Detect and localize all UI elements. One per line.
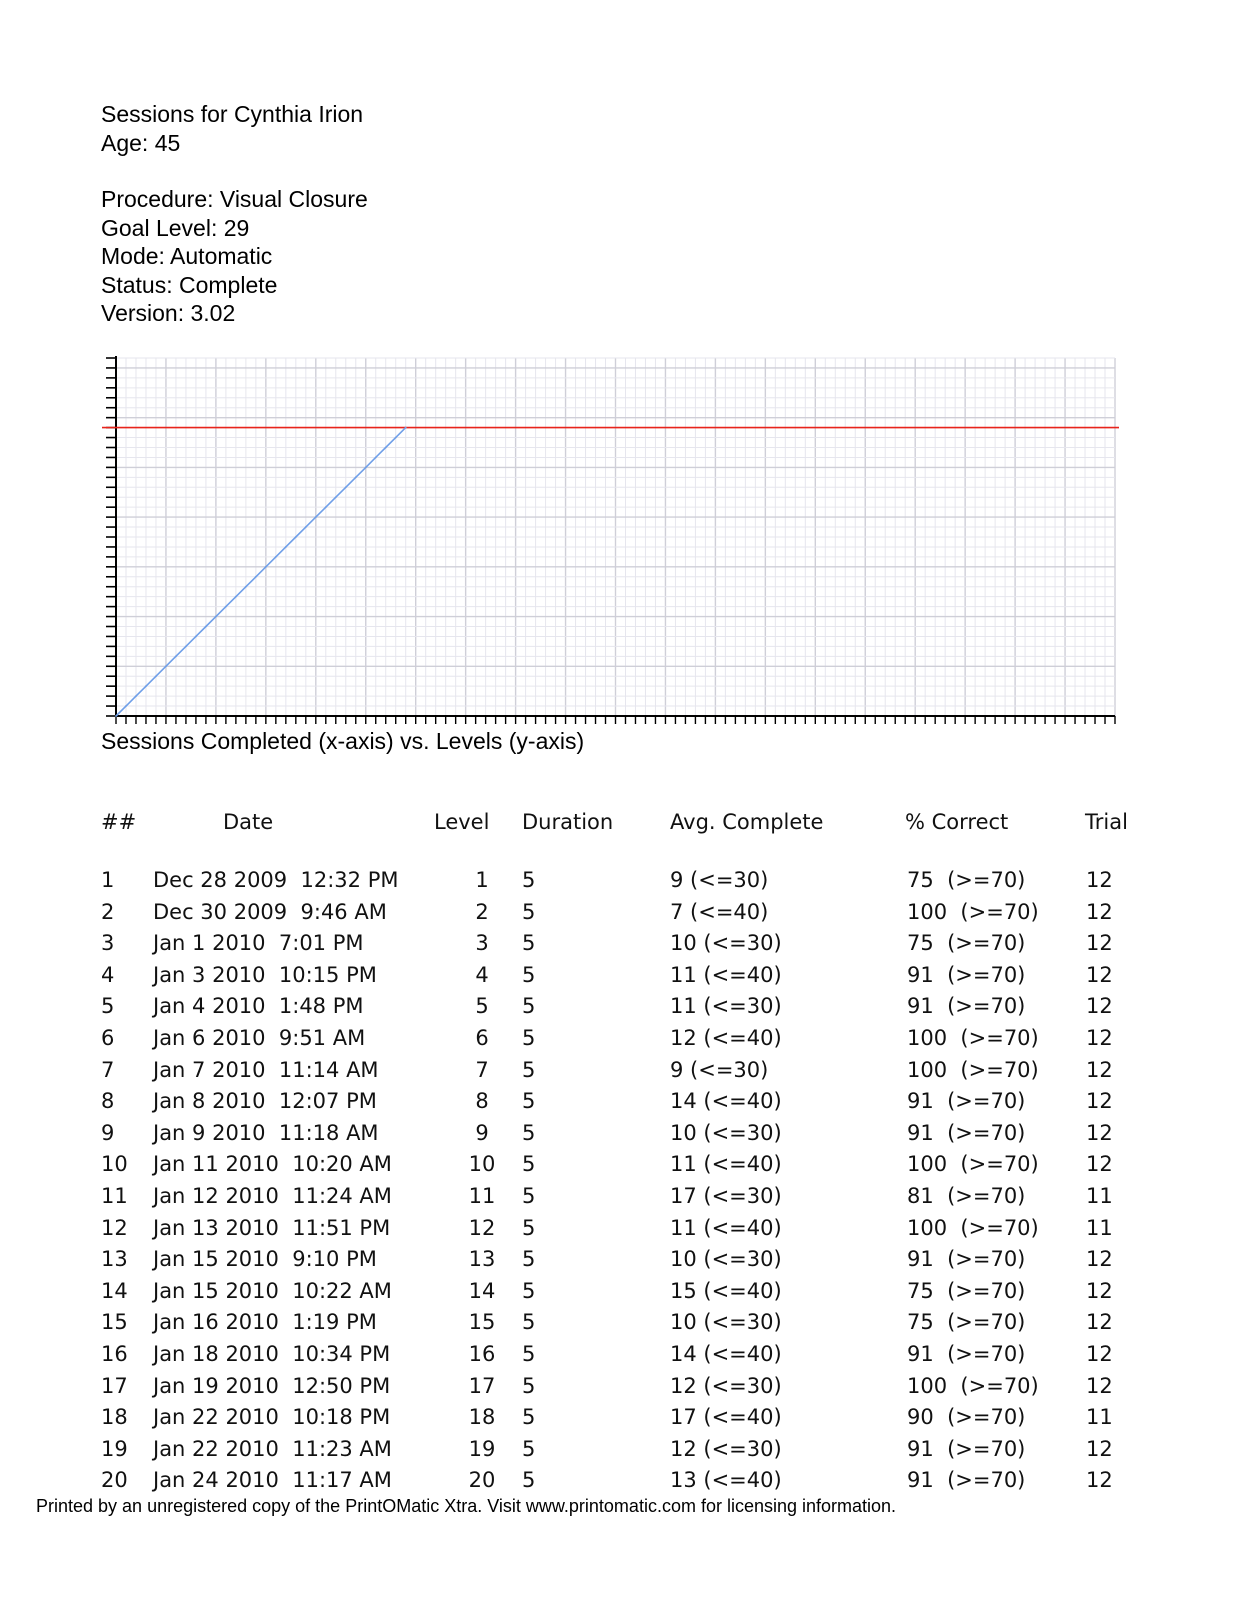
session-avg-complete: 12 (<=30) — [670, 1436, 782, 1461]
session-number: 15 — [101, 1310, 128, 1335]
session-number: 19 — [101, 1436, 128, 1461]
session-duration: 5 — [522, 1405, 536, 1430]
session-percent-correct: 81 (>=70) — [907, 1184, 1026, 1208]
session-duration: 5 — [522, 1310, 536, 1335]
session-date: Dec 30 2009 9:46 AM — [153, 899, 387, 924]
session-trial: 12 — [1086, 868, 1113, 892]
session-date: Jan 13 2010 11:51 PM — [153, 1215, 391, 1240]
session-duration: 5 — [522, 1057, 536, 1082]
session-date: Jan 12 2010 11:24 AM — [153, 1184, 392, 1208]
session-trial: 12 — [1086, 1247, 1113, 1272]
procedure-line: Procedure: Visual Closure — [101, 186, 368, 212]
session-date: Jan 15 2010 9:10 PM — [153, 1247, 377, 1272]
session-duration: 5 — [522, 1120, 536, 1145]
session-avg-complete: 9 (<=30) — [670, 1057, 769, 1082]
session-number: 3 — [101, 931, 115, 956]
session-duration: 5 — [522, 1184, 536, 1208]
session-level: 5 — [475, 994, 489, 1019]
session-date: Jan 22 2010 11:23 AM — [153, 1436, 392, 1461]
session-duration: 5 — [522, 1436, 536, 1461]
session-duration: 5 — [522, 1278, 536, 1303]
session-trial: 12 — [1086, 1152, 1113, 1177]
goal-level-line: Goal Level: 29 — [101, 214, 250, 241]
session-date: Jan 15 2010 10:22 AM — [153, 1278, 392, 1303]
session-level: 3 — [475, 931, 489, 956]
session-duration: 5 — [522, 994, 536, 1019]
column-header: Date — [223, 810, 274, 834]
session-avg-complete: 14 (<=40) — [670, 1089, 782, 1114]
age-line: Age: 45 — [101, 129, 181, 156]
session-trial: 12 — [1086, 962, 1113, 987]
session-date: Jan 22 2010 10:18 PM — [153, 1405, 391, 1430]
session-level: 15 — [468, 1310, 496, 1335]
session-percent-correct: 91 (>=70) — [907, 1342, 1026, 1366]
session-number: 6 — [101, 1026, 115, 1050]
session-avg-complete: 11 (<=40) — [670, 1215, 782, 1240]
session-duration: 5 — [522, 1342, 536, 1366]
session-date: Dec 28 2009 12:32 PM — [153, 868, 399, 892]
session-trial: 11 — [1086, 1215, 1113, 1240]
session-date: Jan 16 2010 1:19 PM — [153, 1310, 377, 1335]
session-number: 16 — [101, 1342, 128, 1366]
session-percent-correct: 91 (>=70) — [907, 1120, 1026, 1145]
session-percent-correct: 100 (>=70) — [907, 1026, 1039, 1050]
session-date: Jan 11 2010 10:20 AM — [153, 1152, 392, 1177]
session-number: 7 — [101, 1057, 115, 1082]
session-level: 17 — [468, 1373, 496, 1398]
session-number: 8 — [101, 1089, 115, 1114]
session-trial: 12 — [1086, 1468, 1113, 1493]
session-trial: 12 — [1086, 1310, 1113, 1335]
session-percent-correct: 100 (>=70) — [907, 1152, 1039, 1177]
session-percent-correct: 75 (>=70) — [907, 868, 1026, 892]
session-avg-complete: 7 (<=40) — [670, 899, 769, 924]
session-duration: 5 — [522, 1373, 536, 1398]
session-duration: 5 — [522, 868, 536, 892]
session-date: Jan 3 2010 10:15 PM — [153, 962, 377, 987]
session-duration: 5 — [522, 1089, 536, 1114]
session-level: 6 — [475, 1026, 489, 1050]
session-percent-correct: 91 (>=70) — [907, 994, 1026, 1019]
session-percent-correct: 100 (>=70) — [907, 1057, 1039, 1082]
report-title: Sessions for Cynthia Irion — [101, 101, 364, 127]
session-level: 20 — [468, 1468, 496, 1493]
session-level: 7 — [475, 1057, 489, 1082]
session-trial: 12 — [1086, 1089, 1113, 1114]
session-trial: 12 — [1086, 1120, 1113, 1145]
column-header: ## — [101, 810, 137, 834]
session-level: 1 — [475, 868, 489, 892]
session-trial: 12 — [1086, 1026, 1113, 1050]
session-avg-complete: 13 (<=40) — [670, 1468, 782, 1493]
session-number: 5 — [101, 994, 115, 1019]
column-header: % Correct — [905, 810, 1009, 834]
session-trial: 12 — [1086, 899, 1113, 924]
session-avg-complete: 14 (<=40) — [670, 1342, 782, 1366]
session-percent-correct: 100 (>=70) — [907, 1215, 1039, 1240]
session-number: 20 — [101, 1468, 128, 1493]
session-level: 8 — [475, 1089, 489, 1114]
session-trial: 12 — [1086, 1057, 1113, 1082]
session-avg-complete: 10 (<=30) — [670, 1120, 782, 1145]
session-number: 12 — [101, 1215, 128, 1240]
session-number: 10 — [101, 1152, 128, 1177]
session-level: 2 — [475, 899, 489, 924]
column-header: Level — [434, 810, 490, 834]
session-trial: 12 — [1086, 1278, 1113, 1303]
session-number: 14 — [101, 1278, 128, 1303]
session-avg-complete: 10 (<=30) — [670, 931, 782, 956]
session-number: 4 — [101, 962, 115, 987]
session-trial: 11 — [1086, 1405, 1113, 1430]
session-level: 14 — [468, 1278, 496, 1303]
session-percent-correct: 91 (>=70) — [907, 1247, 1026, 1272]
session-duration: 5 — [522, 931, 536, 956]
session-number: 1 — [101, 868, 115, 892]
session-level: 4 — [475, 962, 489, 987]
session-avg-complete: 9 (<=30) — [670, 868, 769, 892]
session-number: 11 — [101, 1184, 128, 1208]
session-avg-complete: 10 (<=30) — [670, 1247, 782, 1272]
column-header: Duration — [522, 810, 614, 834]
session-avg-complete: 11 (<=40) — [670, 1152, 782, 1177]
session-duration: 5 — [522, 1247, 536, 1272]
session-trial: 11 — [1086, 1184, 1113, 1208]
session-level: 18 — [468, 1405, 496, 1430]
session-duration: 5 — [522, 899, 536, 924]
session-percent-correct: 100 (>=70) — [907, 1373, 1039, 1398]
session-trial: 12 — [1086, 1373, 1113, 1398]
session-number: 9 — [101, 1120, 115, 1145]
session-date: Jan 7 2010 11:14 AM — [153, 1057, 379, 1082]
session-date: Jan 18 2010 10:34 PM — [153, 1342, 391, 1366]
session-trial: 12 — [1086, 931, 1113, 956]
session-percent-correct: 75 (>=70) — [907, 931, 1026, 956]
session-level: 9 — [475, 1120, 489, 1145]
session-percent-correct: 90 (>=70) — [907, 1405, 1026, 1430]
session-percent-correct: 91 (>=70) — [907, 962, 1026, 987]
session-date: Jan 1 2010 7:01 PM — [153, 931, 364, 956]
column-header: Trial — [1085, 810, 1128, 834]
chart-caption: Sessions Completed (x-axis) vs. Levels (y-axis) — [101, 728, 585, 754]
session-avg-complete: 17 (<=40) — [670, 1405, 782, 1430]
session-avg-complete: 10 (<=30) — [670, 1310, 782, 1335]
session-number: 2 — [101, 899, 115, 924]
session-date: Jan 19 2010 12:50 PM — [153, 1373, 391, 1398]
session-percent-correct: 91 (>=70) — [907, 1436, 1026, 1461]
status-line: Status: Complete — [101, 271, 278, 298]
session-date: Jan 4 2010 1:48 PM — [153, 994, 364, 1019]
session-number: 13 — [101, 1247, 128, 1272]
session-avg-complete: 12 (<=40) — [670, 1026, 782, 1050]
session-trial: 12 — [1086, 994, 1113, 1019]
session-level: 12 — [468, 1215, 496, 1240]
session-level: 11 — [468, 1184, 496, 1208]
session-date: Jan 8 2010 12:07 PM — [153, 1089, 377, 1114]
session-percent-correct: 91 (>=70) — [907, 1089, 1026, 1114]
session-duration: 5 — [522, 962, 536, 987]
session-percent-correct: 91 (>=70) — [907, 1468, 1026, 1493]
session-level: 10 — [468, 1152, 496, 1177]
session-duration: 5 — [522, 1468, 536, 1493]
session-level: 19 — [468, 1436, 496, 1461]
session-duration: 5 — [522, 1152, 536, 1177]
session-avg-complete: 11 (<=30) — [670, 994, 782, 1019]
session-duration: 5 — [522, 1026, 536, 1050]
session-date: Jan 6 2010 9:51 AM — [153, 1026, 366, 1050]
session-percent-correct: 75 (>=70) — [907, 1278, 1026, 1303]
session-date: Jan 9 2010 11:18 AM — [153, 1120, 379, 1145]
session-duration: 5 — [522, 1215, 536, 1240]
session-trial: 12 — [1086, 1342, 1113, 1366]
session-level: 13 — [468, 1247, 496, 1272]
session-number: 17 — [101, 1373, 128, 1398]
session-trial: 12 — [1086, 1436, 1113, 1461]
session-date: Jan 24 2010 11:17 AM — [153, 1468, 392, 1493]
session-avg-complete: 12 (<=30) — [670, 1373, 782, 1398]
mode-line: Mode: Automatic — [101, 243, 273, 269]
session-avg-complete: 17 (<=30) — [670, 1184, 782, 1208]
version-line: Version: 3.02 — [101, 300, 236, 326]
session-percent-correct: 75 (>=70) — [907, 1310, 1026, 1335]
session-number: 18 — [101, 1405, 128, 1430]
session-percent-correct: 100 (>=70) — [907, 899, 1039, 924]
session-level: 16 — [468, 1342, 496, 1366]
session-avg-complete: 15 (<=40) — [670, 1278, 782, 1303]
session-avg-complete: 11 (<=40) — [670, 962, 782, 987]
column-header: Avg. Complete — [670, 810, 824, 834]
footer-notice: Printed by an unregistered copy of the PrintOMatic Xtra. Visit www.printomatic.com for licensing information. — [36, 1496, 897, 1516]
